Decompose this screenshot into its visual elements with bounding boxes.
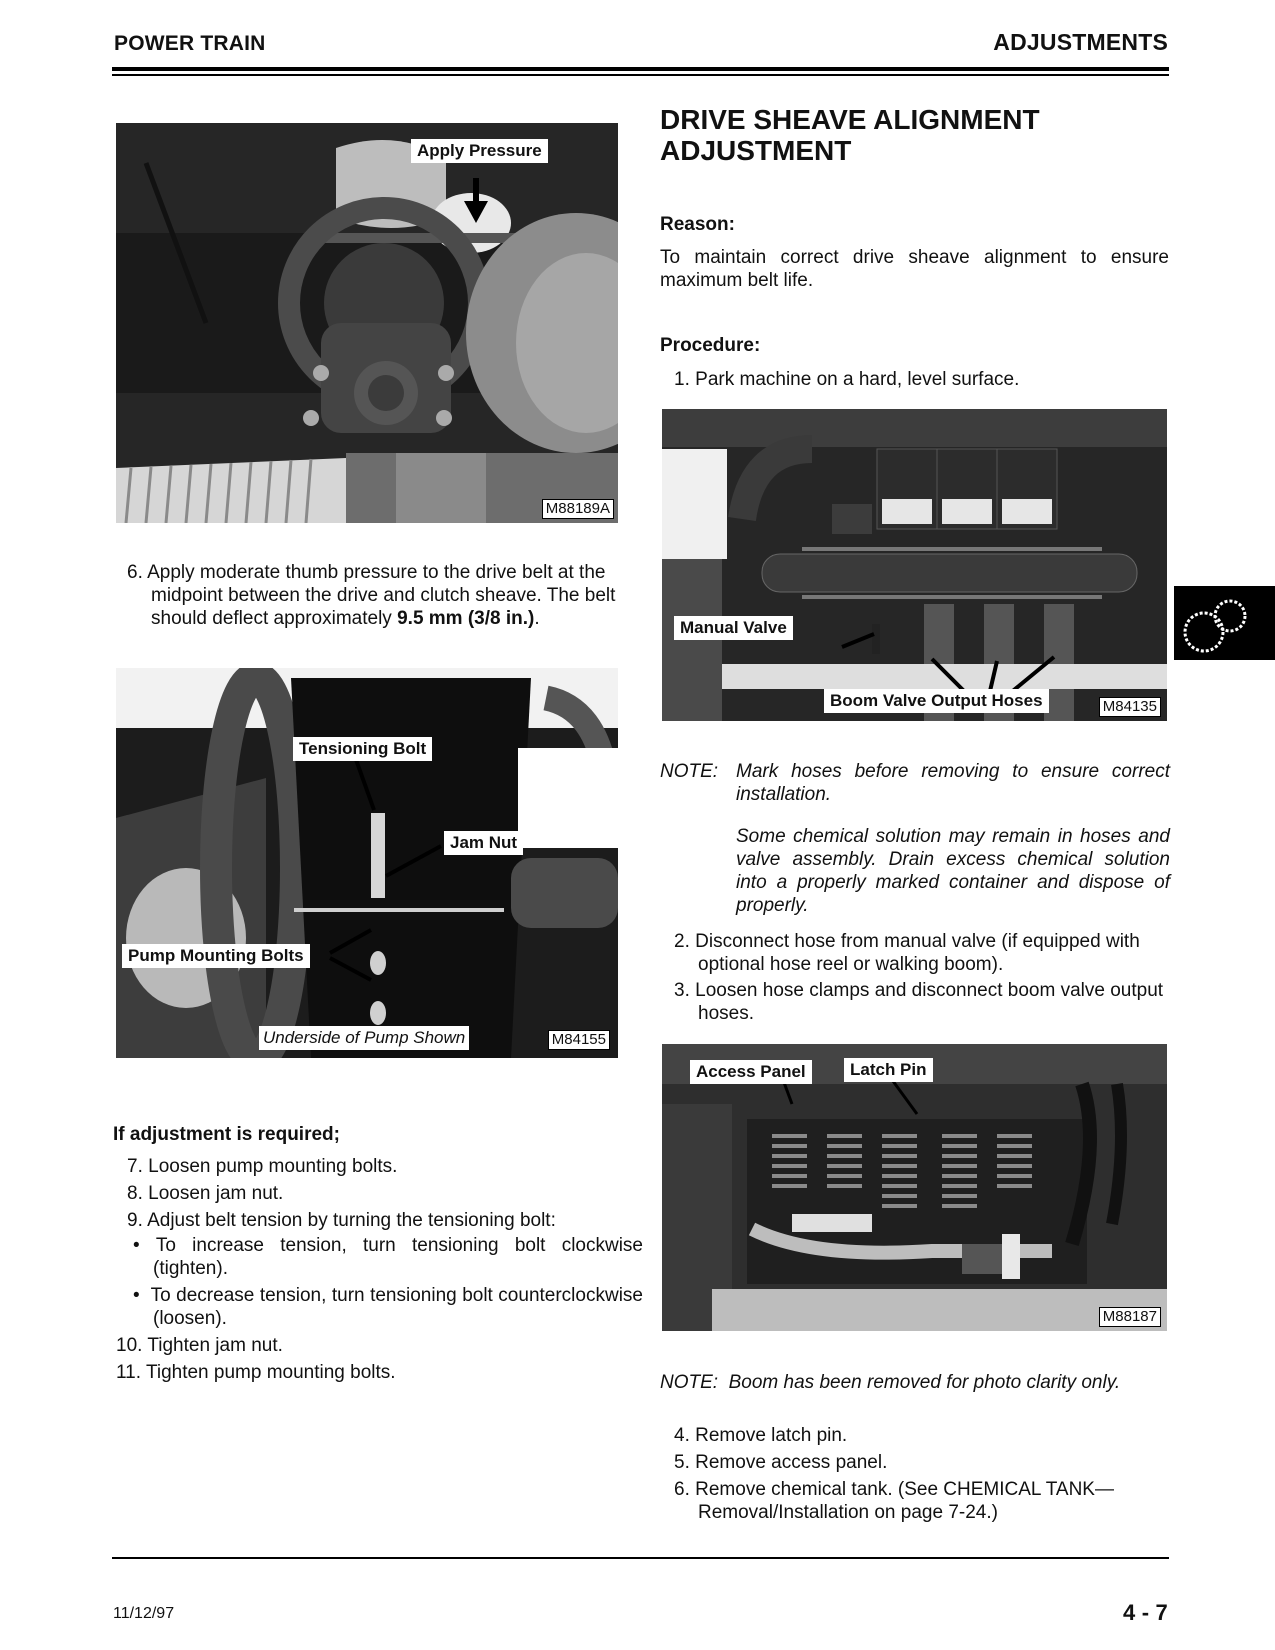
step-r4-number: 4. <box>674 1425 690 1446</box>
step-7-number: 7. <box>127 1156 143 1177</box>
step-r5-text: Remove access panel. <box>695 1452 888 1473</box>
step-r3 <box>674 979 1178 1025</box>
step-r4 <box>674 1424 1154 1447</box>
step-r2-text: Disconnect hose from manual valve (if equipped with optional hose reel or walking boom). <box>695 931 1140 975</box>
step-r3-number: 3. <box>674 980 690 1001</box>
figure-id-m88187: M88187 <box>1099 1307 1161 1327</box>
procedure-heading: Procedure: <box>660 335 761 356</box>
step-9 <box>127 1209 627 1232</box>
photo-access-panel-illustration <box>662 1044 1167 1331</box>
footer-page-number: 4 - 7 <box>1122 1600 1168 1625</box>
figure-pump-underside-photo <box>116 668 618 1058</box>
step-10-number: 10. <box>116 1335 143 1356</box>
header-rule-top <box>112 67 1169 71</box>
callout-tensioning-bolt: Tensioning Bolt <box>293 737 432 761</box>
step-11 <box>116 1361 608 1384</box>
bullet-decrease-tension <box>133 1284 643 1330</box>
step-6-measurement: 9.5 mm (3/8 in.) <box>397 608 535 629</box>
step-8 <box>127 1182 619 1205</box>
callout-jam-nut: Jam Nut <box>444 831 523 855</box>
step-r1-number: 1. <box>674 369 690 390</box>
bullet-icon: • <box>133 1285 151 1306</box>
step-11-number: 11. <box>116 1362 142 1383</box>
step-r4-text: Remove latch pin. <box>695 1425 848 1446</box>
step-r6 <box>674 1478 1178 1524</box>
step-r2 <box>674 930 1178 976</box>
figure-id-m88189a: M88189A <box>542 499 614 519</box>
section-title-line1: DRIVE SHEAVE ALIGNMENT <box>660 104 1040 135</box>
header-section-left: POWER TRAIN <box>114 32 266 55</box>
photo-boom-valve-illustration <box>662 409 1167 721</box>
step-6-number: 6. <box>127 562 143 583</box>
step-6 <box>127 561 643 630</box>
gears-icon <box>1174 586 1275 660</box>
step-6-period: . <box>534 608 540 629</box>
step-r5-number: 5. <box>674 1452 690 1473</box>
callout-latch-pin: Latch Pin <box>844 1058 933 1082</box>
step-8-text: Loosen jam nut. <box>148 1183 284 1204</box>
bullet-increase-tension <box>133 1234 643 1280</box>
photo-drive-belt-illustration <box>116 123 618 523</box>
footer-rule <box>112 1557 1169 1559</box>
figure-boom-valve-photo <box>662 409 1167 721</box>
reason-heading: Reason: <box>660 214 735 235</box>
bullet-icon: • <box>133 1235 156 1256</box>
step-10 <box>116 1334 608 1357</box>
figure-access-panel-photo <box>662 1044 1167 1331</box>
step-10-text: Tighten jam nut. <box>147 1335 283 1356</box>
figure-id-m84155: M84155 <box>548 1030 610 1050</box>
step-r1-text: Park machine on a hard, level surface. <box>695 369 1020 390</box>
footer-date: 11/12/97 <box>113 1605 175 1622</box>
note-text: Boom has been removed for photo clarity only. <box>728 1372 1121 1393</box>
step-9-number: 9. <box>127 1210 143 1231</box>
step-11-text: Tighten pump mounting bolts. <box>145 1362 396 1383</box>
step-8-number: 8. <box>127 1183 143 1204</box>
section-tab-power-train[interactable] <box>1174 586 1275 660</box>
section-title <box>660 104 1040 166</box>
callout-access-panel: Access Panel <box>690 1060 812 1084</box>
step-r5 <box>674 1451 1154 1474</box>
step-9-text: Adjust belt tension by turning the tensioning bolt: <box>147 1210 556 1231</box>
step-r3-text: Loosen hose clamps and disconnect boom valve output hoses. <box>695 980 1164 1024</box>
step-r2-number: 2. <box>674 931 690 952</box>
note-label: NOTE: <box>660 761 719 782</box>
step-r1 <box>674 368 1169 391</box>
note-label: NOTE: <box>660 1372 719 1393</box>
callout-manual-valve: Manual Valve <box>674 616 793 640</box>
step-r6-number: 6. <box>674 1479 690 1500</box>
header-section-right: ADJUSTMENTS <box>993 29 1168 55</box>
step-6-text: Apply moderate thumb pressure to the drive belt at the midpoint between the drive and clutch sheave. The belt should deflect approximately <box>147 562 616 629</box>
section-title-line2: ADJUSTMENT <box>660 135 852 166</box>
figure-drive-belt-photo <box>116 123 618 523</box>
note-paragraph-1: Mark hoses before removing to ensure correct installation. <box>736 761 1170 805</box>
callout-apply-pressure: Apply Pressure <box>411 139 548 163</box>
figure-id-m84135: M84135 <box>1099 697 1161 717</box>
photo-pump-underside-illustration <box>116 668 618 1058</box>
note-mark-hoses <box>660 760 1170 917</box>
bullet-decrease-text: To decrease tension, turn tensioning bolt counterclockwise (loosen). <box>150 1285 643 1329</box>
header-rule-bottom <box>112 74 1169 76</box>
step-r6-text: Remove chemical tank. (See CHEMICAL TANK—Removal/Installation on page 7-24.) <box>695 1479 1114 1523</box>
callout-pump-mounting-bolts: Pump Mounting Bolts <box>122 944 310 968</box>
callout-boom-valve-output-hoses: Boom Valve Output Hoses <box>824 689 1049 713</box>
step-7 <box>127 1155 619 1178</box>
note-paragraph-2: Some chemical solution may remain in hoses and valve assembly. Drain excess chemical solution into a properly marked container and dispose of properly. <box>736 826 1170 916</box>
reason-text: To maintain correct drive sheave alignment to ensure maximum belt life. <box>660 247 1169 291</box>
adjustment-heading: If adjustment is required; <box>113 1124 340 1145</box>
note-boom-removed <box>660 1371 1170 1394</box>
bullet-increase-text: To increase tension, turn tensioning bolt clockwise (tighten). <box>153 1235 643 1279</box>
step-7-text: Loosen pump mounting bolts. <box>148 1156 398 1177</box>
figure-caption: Underside of Pump Shown <box>259 1026 469 1050</box>
